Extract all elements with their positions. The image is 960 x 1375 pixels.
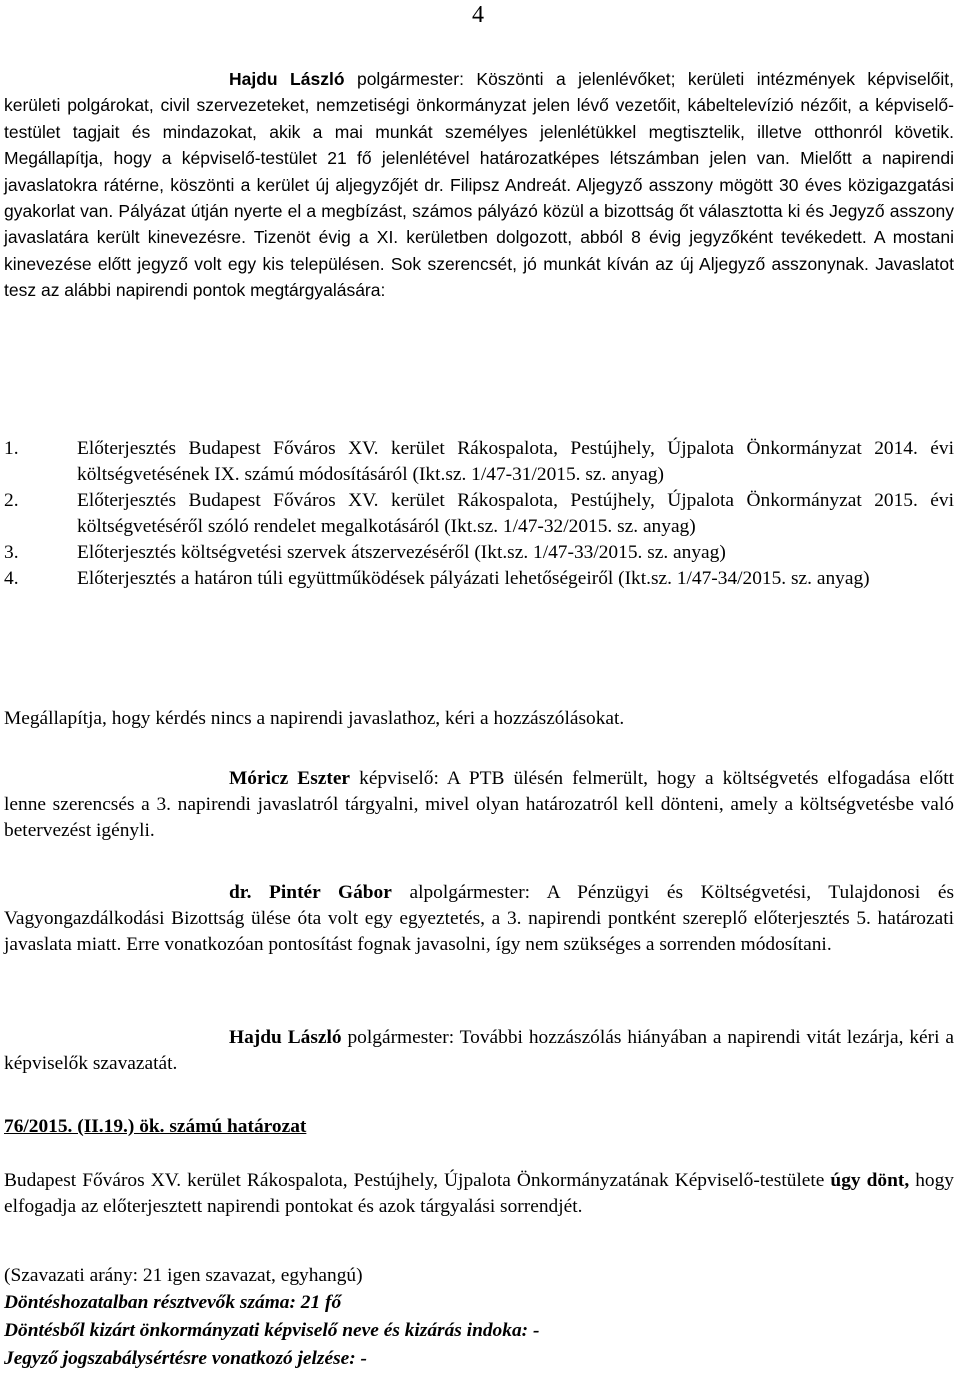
agenda-number: 3. — [4, 542, 19, 563]
resolution-decides: úgy dönt, — [830, 1170, 910, 1191]
speaker-name: Hajdu László — [229, 69, 345, 89]
hajdu-closing-paragraph — [4, 1025, 954, 1077]
page-number: 4 — [472, 2, 484, 28]
pinter-text: alpolgármester: A Pénzügyi és Költségvetési, Tulajdonosi és Vagyongazdálkodási Bizottság ülése óta volt egy egyeztetés, a 3. napirendi pontként szereplő előterjesztés 5. határozati javaslata miatt. Erre vonatkozóan pontosítást fognak javasolni, így nem szükséges a sorrenden módosítani. — [4, 882, 954, 955]
resolution-title: 76/2015. (II.19.) ök. számú határozat — [4, 1116, 307, 1137]
excluded-members: Döntésből kizárt önkormányzati képviselő neve és kizárás indoka: - — [4, 1320, 540, 1341]
agenda-item — [4, 566, 954, 592]
agenda-item — [4, 540, 954, 566]
participants-count: Döntéshozatalban résztvevők száma: 21 fő — [4, 1292, 342, 1313]
notary-note: Jegyző jogszabálysértésre vonatkozó jelzése: - — [4, 1348, 367, 1369]
agenda-item — [4, 488, 954, 540]
resolution-text — [4, 1168, 954, 1220]
speaker-name: Hajdu László — [229, 1027, 342, 1048]
resolution-text-before: Budapest Főváros XV. kerület Rákospalota, Pestújhely, Újpalota Önkormányzatának Képviselő-testülete — [4, 1170, 831, 1191]
agenda-text: Előterjesztés költségvetési szervek átszervezéséről (Ikt.sz. 1/47-33/2015. sz. anyag) — [77, 542, 726, 563]
intro-text: Köszönti a jelenlévőket; kerületi intézmények képviselőit, kerületi polgárokat, civil szervezeteket, nemzetiségi önkormányzat jelen lévő vezetőit, kábeltelevízió nézőit, a képviselő-testület tagjait és mindazokat, akik a mai munkát személyes jelenlétükkel megtisztelik, illetve otthonról követik. Megállapítja, hogy a képviselő-testület 21 fő jelenlétével határozatképes létszámban jelen van. Mielőtt a napirendi javaslatokra rátérne, köszönti a kerület új aljegyzőjét dr. Filipsz Andreát. Aljegyző asszony mögött 30 éves közigazgatási gyakorlat van. Pályázat útján nyerte el a megbízást, számos pályázó közül a bizottság őt választotta ki és Jegyző asszony javaslatára került kinevezésre. Tizenöt évig a XI. kerületben dolgozott, abból 8 évig jegyzőként tevékedett. A mostani kinevezése előtt jegyző volt egy kis településen. Sok szerencsét, jó munkát kíván az új Aljegyző asszonynak. Javaslatot tesz az alábbi napirendi pontok megtárgyalására: — [4, 69, 954, 301]
agenda-number: 4. — [4, 568, 19, 589]
hajdu-closing-text: polgármester: További hozzászólás hiányában a napirendi vitát lezárja, kéri a képviselők szavazatát. — [4, 1027, 954, 1074]
agenda-number: 1. — [4, 438, 19, 459]
speaker-role: polgármester: — [344, 69, 477, 89]
agenda-text: Előterjesztés Budapest Főváros XV. kerület Rákospalota, Pestújhely, Újpalota Önkormányzat 2014. évi költségvetésének IX. számú módosításáról (Ikt.sz. 1/47-31/2015. sz. anyag) — [77, 438, 954, 485]
speaker-name: dr. Pintér Gábor — [229, 882, 392, 903]
agenda-text: Előterjesztés Budapest Főváros XV. kerület Rákospalota, Pestújhely, Újpalota Önkormányzat 2015. évi költségvetéséről szóló rendelet megalkotásáról (Ikt.sz. 1/47-32/2015. sz. anyag) — [77, 490, 954, 537]
moricz-text: képviselő: A PTB ülésén felmerült, hogy a költségvetés elfogadása előtt lenne szerencsés a 3. napirendi javaslatról tárgyalni, mivel olyan határozatról kell dönteni, amely a költségvetésbe való betervezést igényli. — [4, 768, 954, 841]
resolution-text-after: hogy elfogadja az előterjesztett napirendi pontokat és azok tárgyalási sorrendjét. — [4, 1170, 955, 1217]
agenda-number: 2. — [4, 490, 19, 511]
intro-paragraph — [4, 66, 954, 304]
speaker-name: Móricz Eszter — [229, 768, 351, 789]
moricz-paragraph — [4, 766, 954, 844]
no-questions-paragraph: Megállapítja, hogy kérdés nincs a napirendi javaslathoz, kéri a hozzászólásokat. — [4, 708, 625, 729]
agenda-text: Előterjesztés a határon túli együttműködések pályázati lehetőségeiről (Ikt.sz. 1/47-34/2015. sz. anyag) — [77, 568, 870, 589]
agenda-list — [4, 436, 954, 592]
pinter-paragraph — [4, 880, 954, 958]
agenda-item — [4, 436, 954, 488]
vote-ratio: (Szavazati arány: 21 igen szavazat, egyhangú) — [4, 1265, 363, 1286]
